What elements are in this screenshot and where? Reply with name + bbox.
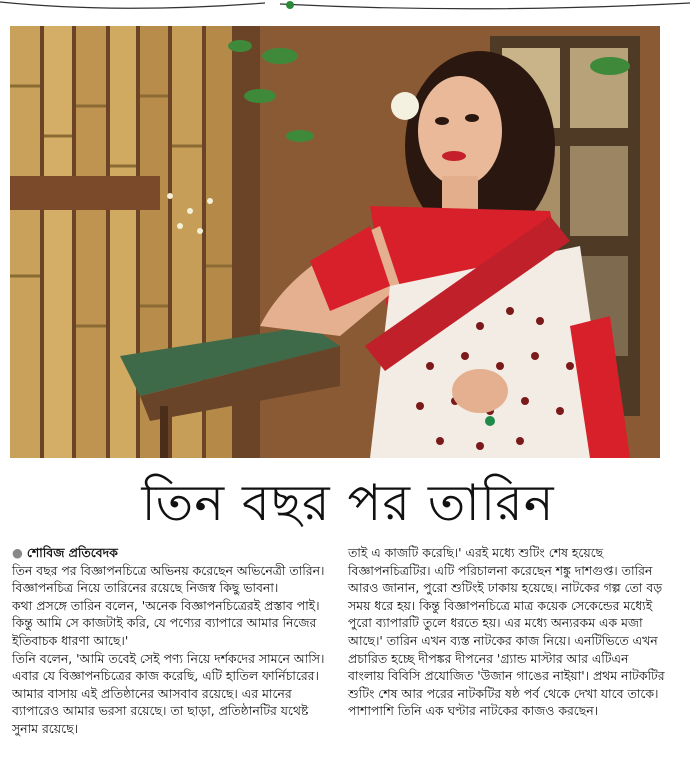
- paragraph: তাই এ কাজটি করেছি।' এরই মধ্যে শুটিং শেষ হয়েছে বিজ্ঞাপনচিত্রটির। এটি পরিচালনা করেছেন শঙ্কু দাশগুপ্ত। তারিন আরও জানান, পুরো শুটিংই ঢাকায় হয়েছে। নাটকের গল্প তো বড় সময় ধরে হয়। কিন্তু বিজ্ঞাপনচিত্রে মাত্র কয়েক সেকেন্ডের মধ্যেই পুরো ব্যাপারটি তুলে ধরতে হয়। এর মধ্যে অন্যরকম এক মজা আছে।' তারিন এখন ব্যস্ত নাটকের কাজ নিয়ে। এনটিভিতে এখন প্রচারিত হচ্ছে দীপঙ্কর দীপনের 'গ্র্যান্ড মাস্টার আর এটিএন বাংলায় বিবিসি প্রযোজিত 'উজান গাঙের নাইয়া'। প্রথম নাটকটির শুটিং শেষ আর পরের নাটকটির ষষ্ঠ পর্ব থেকে দেখা যাবে তাকে। পাশাপাশি তিনি এক ঘণ্টার নাটকের কাজও করছেন।: [348, 545, 665, 719]
- headline: তিন বছর পর তারিন: [141, 474, 555, 532]
- byline: [12, 544, 330, 562]
- article-column-right: [348, 544, 666, 720]
- photo-illustration: [10, 26, 660, 458]
- paragraph: কথা প্রসঙ্গে তারিন বলেন, 'অনেক বিজ্ঞাপনচিত্রেরই প্রস্তাব পাই। কিন্তু আমি সে কাজটাই করি, যে পণ্যের ব্যাপারে আমার নিজের ইতিবাচক ধারণা আছে।': [12, 597, 320, 648]
- article-column-left: [12, 544, 330, 738]
- byline-text: শোবিজ প্রতিবেদক: [26, 545, 118, 560]
- bullet-icon: ●: [12, 545, 23, 560]
- article-photo: [10, 26, 660, 458]
- paragraph: তিনি বলেন, 'আমি তবেই সেই পণ্য নিয়ে দর্শকদের সামনে আসি। এবার যে বিজ্ঞাপনচিত্রের কাজ করেছি, এটি হাতিল ফার্নিচারের। আমার বাসায় এই প্রতিষ্ঠানের আসবাব রয়েছে। এর মানের ব্যাপারেও আমার ভরসা রয়েছে। তা ছাড়া, প্রতিষ্ঠানটির যথেষ্ট সুনাম রয়েছে।: [12, 650, 325, 736]
- previous-article-fragment: [0, 0, 696, 12]
- paragraph: তিন বছর পর বিজ্ঞাপনচিত্রে অভিনয় করেছেন অভিনেত্রী তারিন। বিজ্ঞাপনচিত্র নিয়ে তারিনের রয়েছে নিজস্ব কিছু ভাবনা।: [12, 562, 325, 596]
